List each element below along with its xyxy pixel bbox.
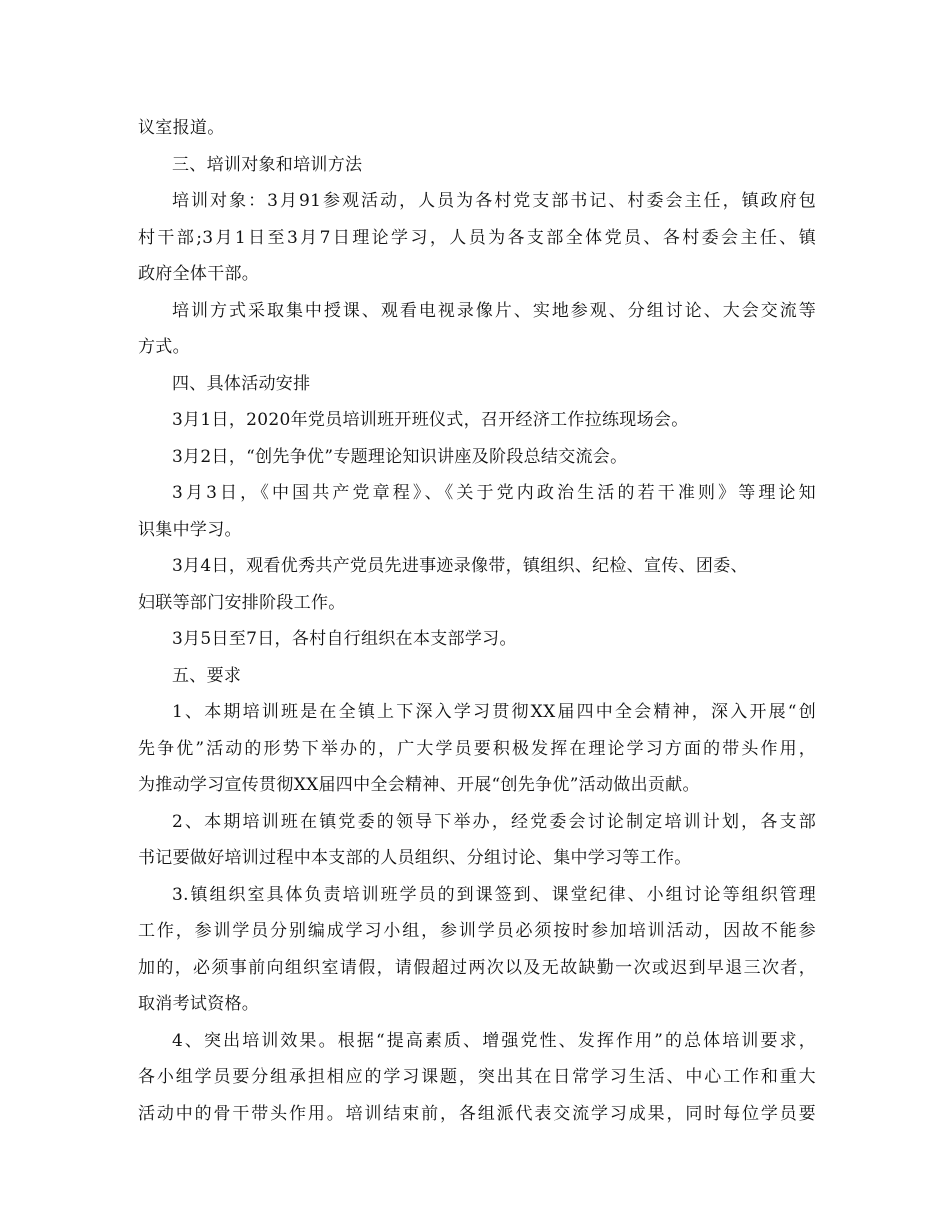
text-line: 妇联等部门安排阶段工作。: [138, 592, 346, 613]
text-line: 3.镇组织室具体负责培训班学员的到课签到、课堂纪律、小组讨论等组织管理: [172, 884, 816, 905]
text-line: 各小组学员要分组承担相应的学习课题，突出其在日常学习生活、中心工作和重大: [138, 1067, 816, 1087]
text-line: 政府全体干部。: [138, 264, 260, 284]
text-line: 加的，必须事前向组织室请假，请假超过两次以及无故缺勤一次或迟到早退三次者，: [138, 957, 816, 978]
text-line: 活动中的骨干带头作用。培训结束前，各组派代表交流学习成果，同时每位学员要: [138, 1103, 816, 1124]
text-line: 三、培训对象和培训方法: [172, 154, 363, 175]
text-line: 书记要做好培训过程中本支部的人员组织、分组讨论、集中学习等工作。: [138, 848, 692, 868]
text-line: 村干部;3月1日至3月7日理论学习，人员为各支部全体党员、各村委会主任、镇: [138, 227, 816, 248]
text-line: 4、突出培训效果。根据“提高素质、增强党性、发挥作用”的总体培训要求，: [172, 1030, 816, 1051]
text-line: 3月3日，《中国共产党章程》、《关于党内政治生活的若干准则》等理论知: [172, 483, 816, 503]
text-line: 3月2日，“创先争优”专题理论知识讲座及阶段总结交流会。: [172, 446, 628, 467]
text-line: 1、本期培训班是在全镇上下深入学习贯彻XX届四中全会精神，深入开展“创: [172, 702, 816, 722]
text-line: 为推动学习宣传贯彻XX届四中全会精神、开展“创先争优”活动做出贡献。: [138, 775, 700, 795]
text-line: 3月4日，观看优秀共产党员先进事迹录像带，镇组织、纪检、宣传、团委、: [172, 556, 748, 576]
text-line: 先争优”活动的形势下举办的，广大学员要积极发挥在理论学习方面的带头作用，: [138, 738, 816, 759]
text-line: 方式。: [138, 337, 190, 357]
text-line: 五、要求: [172, 665, 242, 686]
document-body: [138, 110, 816, 1132]
text-line: 识集中学习。: [138, 519, 242, 540]
text-line: 3月1日，2020年党员培训班开班仪式，召开经济工作拉练现场会。: [172, 410, 689, 430]
text-line: 3月5日至7日，各村自行组织在本支部学习。: [172, 629, 517, 649]
text-line: 四、具体活动安排: [172, 373, 311, 394]
text-line: 取消考试资格。: [138, 994, 260, 1014]
text-line: 工作，参训学员分别编成学习小组，参训学员必须按时参加培训活动，因故不能参: [138, 921, 816, 941]
text-line: 培训方式采取集中授课、观看电视录像片、实地参观、分组讨论、大会交流等: [172, 300, 816, 321]
text-line: 议室报道。: [138, 118, 225, 138]
text-line: 培训对象：3月91参观活动，人员为各村党支部书记、村委会主任，镇政府包: [172, 191, 816, 211]
text-line: 2、本期培训班在镇党委的领导下举办，经党委会讨论制定培训计划，各支部: [172, 811, 816, 832]
